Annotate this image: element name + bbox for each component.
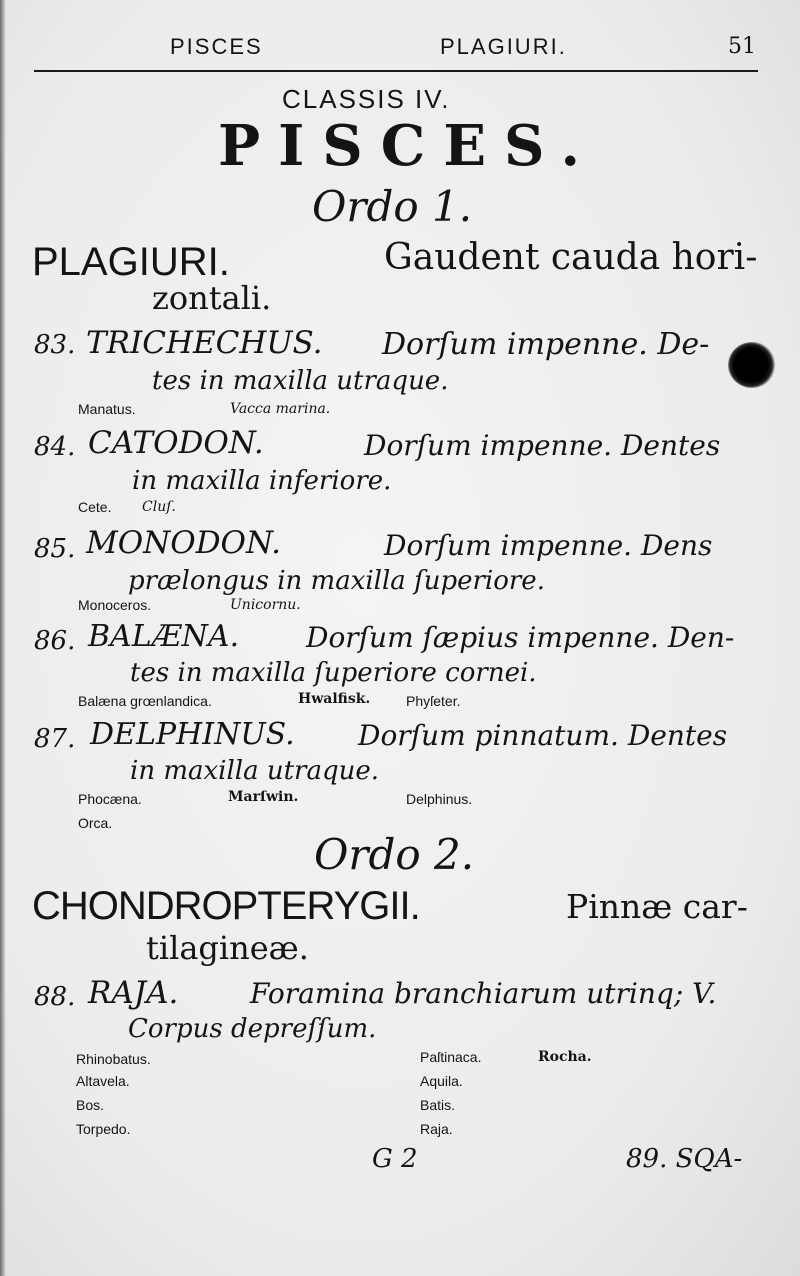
ordo-1-name: PLAGIURI. [32,240,230,284]
entry-description-line1: Dorſum pinnatum. Dentes [358,719,728,752]
entry-number: 86. [34,626,76,656]
synonym: Unicornu. [230,597,301,613]
entry-description-line2: in maxilla inferiore. [132,466,392,496]
ordo-2-desc-line1: Pinnæ car- [566,887,748,926]
entry-number: 88. [34,982,76,1012]
synonym: Monoceros. [78,597,152,613]
entry-description-line1: Dorſum impenne. Dens [384,529,713,562]
synonym: Hwalfisk. [298,691,371,707]
synonym: Phyſeter. [406,693,461,709]
synonym: Torpedo. [76,1121,131,1137]
ordo-1-desc-line2: zontali. [152,279,272,317]
page-number: 51 [728,34,756,59]
ordo-2-desc-line2: tilagineæ. [146,929,309,967]
entry-description-line2: in maxilla utraque. [130,756,380,786]
ordo-1-desc-line1: Gaudent cauda hori- [384,237,758,278]
synonym: Rhinobatus. [76,1051,151,1067]
synonym: Paſtinaca. [420,1049,482,1065]
synonym: Manatus. [78,401,136,417]
genus-name: MONODON. [86,525,281,561]
synonym: Rocha. [538,1049,592,1065]
entry-number: 87. [34,724,76,754]
entry-description-line2: tes in maxilla ſuperiore cornei. [130,658,537,688]
ordo-1-heading: Ordo 1. [312,182,473,231]
genus-name: RAJA. [88,975,179,1011]
entry-number: 85. [34,534,76,564]
synonym: Vacca marina. [230,401,331,417]
entry-description-line1: Foramina branchiarum utrinq; V. [250,977,717,1010]
main-title: PISCES. [218,113,598,179]
synonym: Aquila. [420,1073,463,1089]
classis-heading: CLASSIS IV. [282,84,451,114]
synonym: Cete. [78,499,112,515]
ordo-2-name: CHONDROPTERYGII. [32,884,420,928]
catchword: 89. SQA- [626,1144,743,1174]
genus-name: DELPHINUS. [90,717,295,752]
synonym: Raja. [420,1121,453,1137]
synonym: Phocæna. [78,791,142,807]
signature-mark: G 2 [372,1144,418,1174]
synonym: Balæna grœnlandica. [78,693,212,709]
header-rule [34,70,758,72]
ordo-2-heading: Ordo 2. [314,830,475,879]
synonym: Marſwin. [228,789,299,805]
genus-name: BALÆNA. [88,619,240,654]
synonym: Bos. [76,1097,105,1113]
entry-description-line2: prælongus in maxilla ſuperiore. [128,566,545,596]
ink-blot [728,342,776,388]
synonym: Altavela. [76,1073,130,1089]
synonym: Cluſ. [142,499,176,515]
synonym: Batis. [420,1097,456,1113]
running-head-center: PLAGIURI. [440,34,567,59]
entry-number: 83. [34,330,76,360]
entry-description-line2: Corpus depreſſum. [128,1014,377,1044]
entry-description-line1: Dorſum ſæpius impenne. Den- [306,621,735,654]
synonym: Delphinus. [406,791,473,807]
genus-name: CATODON. [88,425,264,461]
running-head-left: PISCES [170,34,263,59]
entry-description-line1: Dorſum impenne. Dentes [364,429,721,462]
genus-name: TRICHECHUS. [86,325,323,361]
synonym: Orca. [78,815,113,831]
entry-description-line2: tes in maxilla utraque. [152,366,449,396]
entry-number: 84. [34,432,76,462]
entry-description-line1: Dorſum impenne. De- [382,327,710,362]
